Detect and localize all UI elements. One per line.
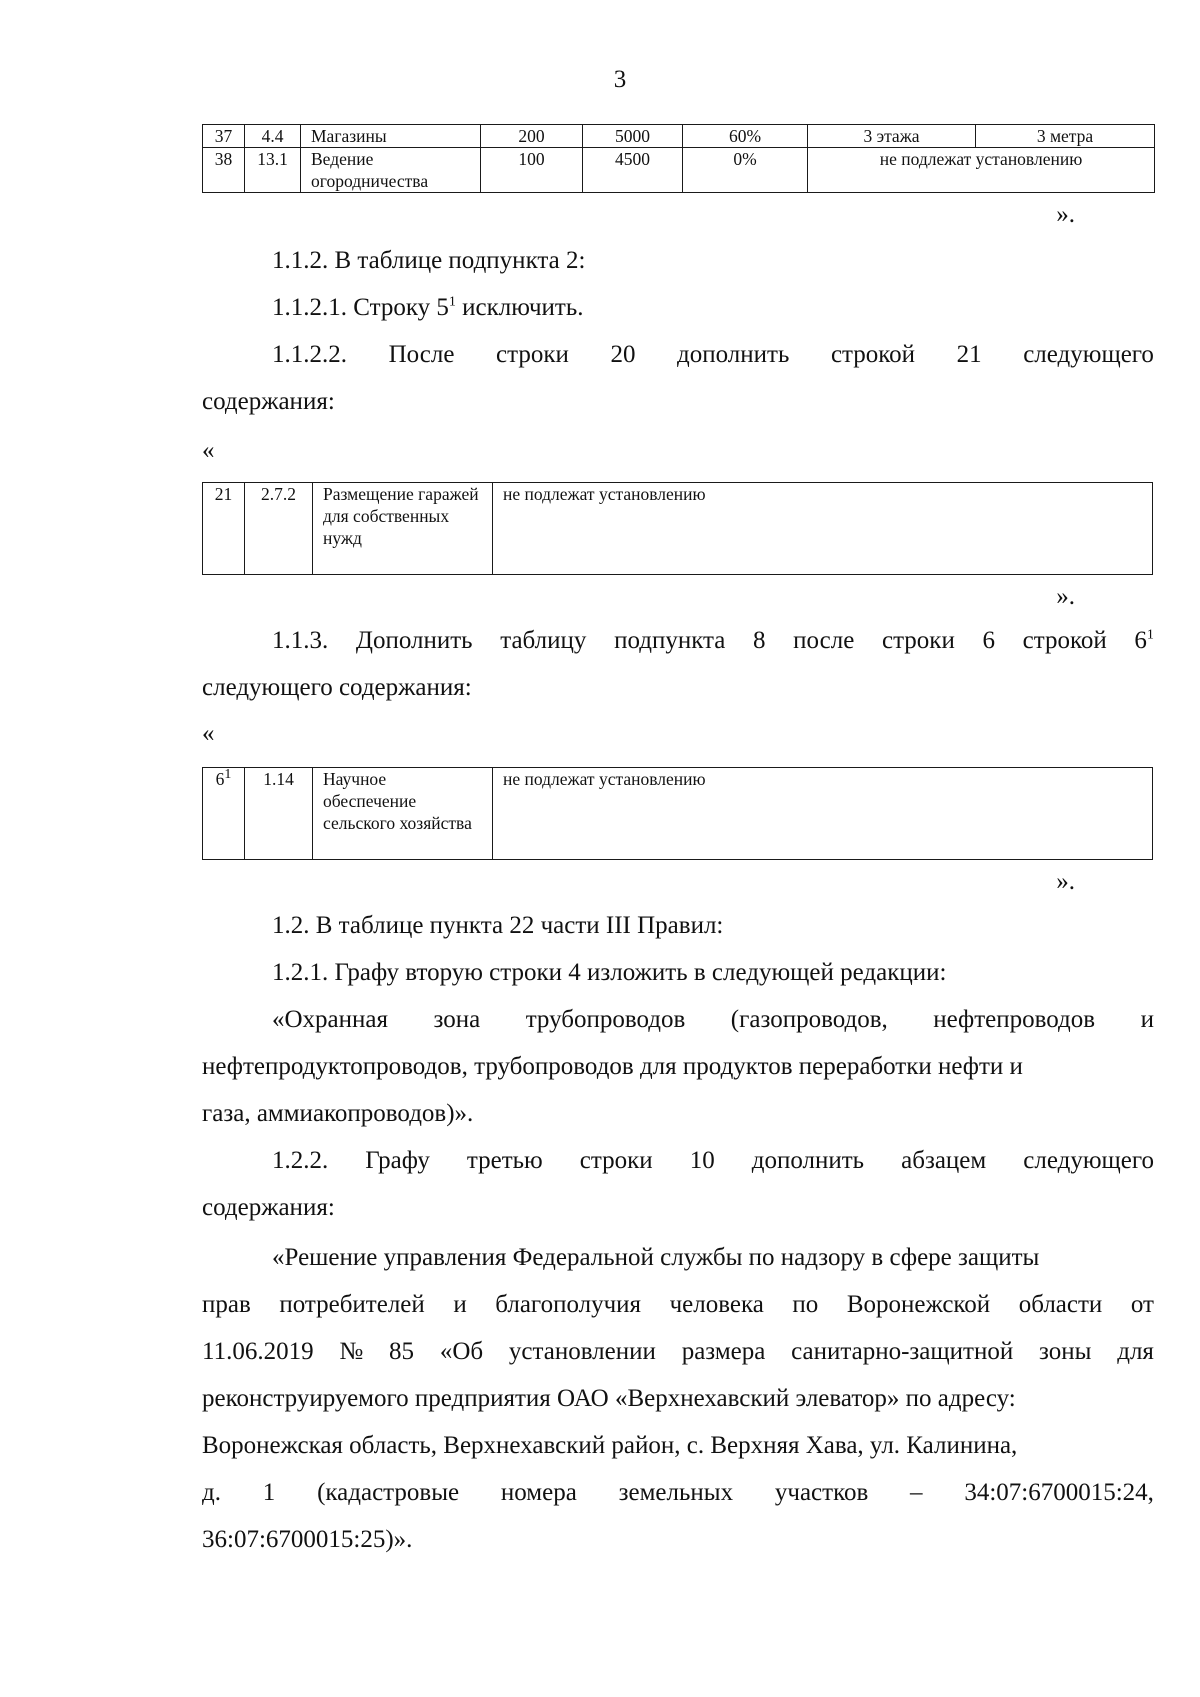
quote-1-2-1-line-2: нефтепродуктопроводов, трубопроводов для продуктов переработки нефти и <box>202 1053 1023 1080</box>
table-cell: не подлежат установлению <box>493 483 1153 575</box>
table-cell: 60% <box>683 125 808 148</box>
opening-quote: « <box>202 720 215 747</box>
closing-quote: ». <box>1056 868 1075 895</box>
table-cell: Магазины <box>301 125 481 148</box>
table-cell: 21 <box>203 483 245 575</box>
table-cell: не подлежат установлению <box>808 148 1155 193</box>
quote-1-2-2-line-5: Воронежская область, Верхнехавский район, с. Верхняя Хава, ул. Калинина, <box>202 1432 1018 1459</box>
quote-1-2-2-line-3: 11.06.2019 № 85 «Об установлении размера санитарно-защитной зоны для <box>202 1338 1154 1365</box>
table-cell: Ведение огородничества <box>301 148 481 193</box>
closing-quote: ». <box>1056 201 1075 228</box>
table-row-21 <box>202 482 1153 575</box>
table-cell: 37 <box>203 125 245 148</box>
section-1-1-2-2: 1.1.2.2. После строки 20 дополнить строкой 21 следующего <box>272 341 1154 368</box>
table-row <box>203 125 1155 148</box>
table-cell: 0% <box>683 148 808 193</box>
closing-quote: ». <box>1056 583 1075 610</box>
table-cell: 5000 <box>583 125 683 148</box>
table-cell: $6^1$ <box>203 768 245 860</box>
quote-1-2-1-line-1: «Охранная зона трубопроводов (газопроводов, нефтепроводов и <box>272 1006 1154 1033</box>
table-cell: 3 этажа <box>808 125 976 148</box>
table-cell: 4.4 <box>245 125 301 148</box>
quote-1-2-2-line-7: 36:07:6700015:25)». <box>202 1526 413 1553</box>
section-1-2-2: 1.2.2. Графу третью строки 10 дополнить абзацем следующего <box>272 1147 1154 1174</box>
quote-1-2-2-line-1: «Решение управления Федеральной службы по надзору в сфере защиты <box>272 1244 1040 1271</box>
table-cell: 1.14 <box>245 768 313 860</box>
table-cell: 38 <box>203 148 245 193</box>
quote-1-2-2-line-2: прав потребителей и благополучия человека по Воронежской области от <box>202 1291 1154 1318</box>
page-number: 3 <box>613 66 627 93</box>
quote-1-2-2-line-6: д. 1 (кадастровые номера земельных участков – 34:07:6700015:24, <box>202 1479 1154 1506</box>
opening-quote: « <box>202 437 215 464</box>
quote-1-2-1-line-3: газа, аммиакопроводов)». <box>202 1100 474 1127</box>
section-1-1-2-1: 1.1.2.1. Строку $5^1$ исключить. <box>272 294 584 321</box>
table-zoning-params <box>202 124 1155 193</box>
table-cell: Научное обеспечение сельского хозяйства <box>313 768 493 860</box>
table-row <box>203 483 1153 575</box>
section-1-2: 1.2. В таблице пункта 22 части III Правил: <box>272 912 724 939</box>
table-cell: 13.1 <box>245 148 301 193</box>
table-cell: Размещение гаражей для собственных нужд <box>313 483 493 575</box>
table-cell: 2.7.2 <box>245 483 313 575</box>
section-1-1-2-2-tail: содержания: <box>202 388 335 415</box>
section-1-1-2: 1.1.2. В таблице подпункта 2: <box>272 247 586 274</box>
section-1-1-3: 1.1.3. Дополнить таблицу подпункта 8 после строки 6 строкой $6^1$ <box>272 627 1154 654</box>
section-1-2-1: 1.2.1. Графу вторую строки 4 изложить в следующей редакции: <box>272 959 947 986</box>
table-row <box>203 148 1155 193</box>
section-1-2-2-tail: содержания: <box>202 1194 335 1221</box>
table-cell: 3 метра <box>976 125 1155 148</box>
table-row-6-1 <box>202 767 1153 860</box>
section-1-1-3-tail: следующего содержания: <box>202 674 472 701</box>
table-cell: 200 <box>481 125 583 148</box>
table-row <box>203 768 1153 860</box>
table-cell: не подлежат установлению <box>493 768 1153 860</box>
table-cell: 100 <box>481 148 583 193</box>
table-cell: 4500 <box>583 148 683 193</box>
quote-1-2-2-line-4: реконструируемого предприятия ОАО «Верхнехавский элеватор» по адресу: <box>202 1385 1016 1412</box>
